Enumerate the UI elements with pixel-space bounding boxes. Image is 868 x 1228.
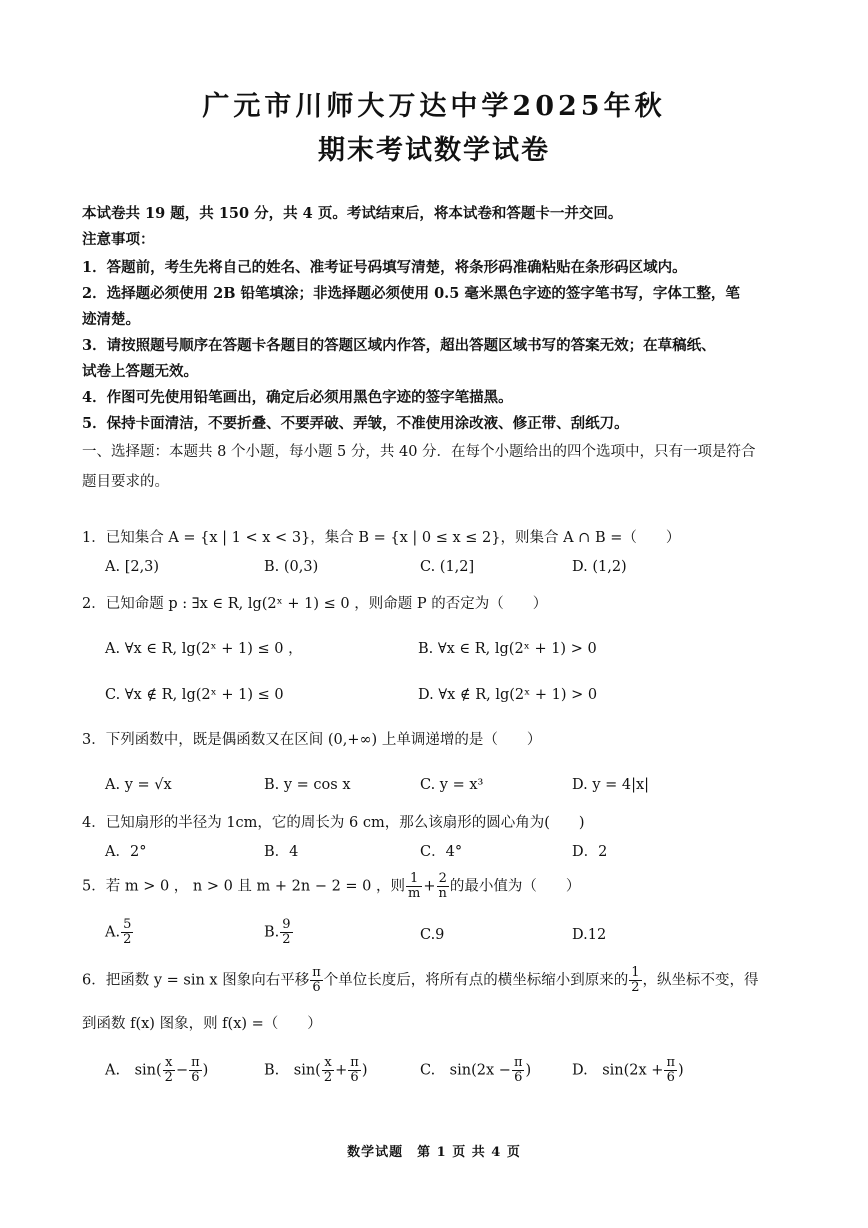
fraction-denominator: 6 xyxy=(666,1070,675,1085)
option-fraction xyxy=(348,1056,361,1085)
question-2-stem: 2．已知命题 p : ∃x ∈ R, lg(2ˣ + 1) ≤ 0 ，则命题 P 的否定为（ ） xyxy=(82,596,548,612)
fraction-denominator: 2 xyxy=(323,1070,333,1085)
option-prefix: A. sin( xyxy=(105,1062,162,1079)
question-5-option-c: C.9 xyxy=(420,927,445,943)
question-6-stem xyxy=(82,966,759,995)
fraction-denominator: 2 xyxy=(282,932,291,947)
question-3-option-c: C. y = x³ xyxy=(420,777,484,793)
fraction-numerator: π xyxy=(513,1055,523,1070)
question-4-option-d: D．2 xyxy=(572,844,608,860)
option-fraction xyxy=(512,1056,525,1085)
notice-item-5: 5．保持卡面清洁，不要折叠、不要弄破、弄皱，不准使用涂改液、修正带、刮纸刀。 xyxy=(82,415,629,432)
question-6-option-a xyxy=(105,1056,208,1085)
question-6-stem-post: ，纵坐标不变，得 xyxy=(642,972,759,989)
question-4-option-a: A．2° xyxy=(105,844,147,860)
fraction-numerator: 1 xyxy=(406,872,422,887)
fraction-denominator: 2 xyxy=(164,1070,173,1085)
option-fraction xyxy=(163,1056,175,1085)
fraction-denominator: n xyxy=(438,886,447,901)
question-2-option-c: C. ∀x ∉ R, lg(2ˣ + 1) ≤ 0 xyxy=(105,687,284,703)
question-2-option-b: B. ∀x ∈ R, lg(2ˣ + 1) > 0 xyxy=(418,641,597,657)
fraction-denominator: 6 xyxy=(312,980,321,995)
fraction-numerator: π xyxy=(312,965,321,980)
option-fraction xyxy=(664,1056,677,1085)
question-5-fraction-2 xyxy=(437,872,449,901)
question-5-stem xyxy=(82,872,580,901)
option-fraction xyxy=(322,1056,334,1085)
option-suffix: ) xyxy=(525,1062,532,1079)
fraction-numerator: 1 xyxy=(631,965,640,980)
shift-fraction xyxy=(310,966,323,995)
notice-item-3b: 试卷上答题无效。 xyxy=(82,363,198,380)
exam-title-line2: 期末考试数学试卷 xyxy=(318,135,550,166)
exam-title-line1: 广元市川师大万达中学2025年秋 xyxy=(202,91,666,122)
fraction-numerator: 2 xyxy=(437,872,449,887)
option-prefix: D. sin(2x + xyxy=(572,1062,664,1079)
question-3-stem: 3．下列函数中，既是偶函数又在区间 (0,+∞) 上单调递增的是（ ） xyxy=(82,732,542,748)
notice-item-3a: 3．请按照题号顺序在答题卡各题目的答题区域内作答，超出答题区域书写的答案无效；在草稿纸、 xyxy=(82,337,716,354)
option-letter: A. xyxy=(105,924,121,941)
fraction-numerator: π xyxy=(191,1055,200,1070)
notice-heading: 注意事项： xyxy=(82,231,155,248)
question-6-stem-pre: 6．把函数 y = sin x 图象向右平移 xyxy=(82,972,310,989)
question-6-option-c xyxy=(420,1056,531,1085)
question-5-option-b xyxy=(264,918,294,947)
question-5-option-d: D.12 xyxy=(572,927,607,943)
fraction-numerator: π xyxy=(350,1055,359,1070)
question-1-option-a: A. [2,3) xyxy=(105,559,160,575)
option-prefix: B. sin( xyxy=(264,1062,321,1079)
fraction-denominator: 6 xyxy=(350,1070,359,1085)
option-suffix: ) xyxy=(678,1062,684,1079)
notice-item-1: 1．答题前，考生先将自己的姓名、准考证号码填写清楚，将条形码准确粘贴在条形码区域内。 xyxy=(82,259,687,276)
question-1-option-d: D. (1,2) xyxy=(572,559,627,575)
operator: + xyxy=(335,1062,348,1079)
operator: − xyxy=(175,1062,189,1079)
question-5-option-a xyxy=(105,918,134,947)
question-6-option-b xyxy=(264,1056,368,1085)
scale-fraction xyxy=(629,966,641,995)
question-2-option-a: A. ∀x ∈ R, lg(2ˣ + 1) ≤ 0 ， xyxy=(105,641,303,657)
fraction-denominator: 6 xyxy=(514,1070,523,1085)
question-3-option-a: A. y = √x xyxy=(105,777,172,793)
question-6-option-d xyxy=(572,1056,684,1085)
question-1-option-b: B. (0,3) xyxy=(264,559,319,575)
question-5-stem-pre: 5．若 m > 0 ， n > 0 且 m + 2n − 2 = 0 ，则 xyxy=(82,878,406,895)
option-fraction xyxy=(121,918,133,947)
notice-item-4: 4．作图可先使用铅笔画出，确定后必须用黑色字迹的签字笔描黑。 xyxy=(82,389,513,406)
fraction-denominator: m xyxy=(408,886,421,901)
section-heading-line1: 一、选择题：本题共 8 个小题，每小题 5 分，共 40 分．在每个小题给出的四个选项中，只有一项是符合 xyxy=(82,444,756,460)
notice-item-2b: 迹清楚。 xyxy=(82,311,140,328)
fraction-numerator: x xyxy=(322,1056,334,1071)
option-fraction xyxy=(280,918,292,947)
fraction-denominator: 2 xyxy=(631,980,640,995)
option-prefix: C. sin(2x − xyxy=(420,1062,511,1079)
notice-item-2a: 2．选择题必须使用 2B 铅笔填涂；非选择题必须使用 0.5 毫米黑色字迹的签字笔书写，字体工整，笔 xyxy=(82,285,740,302)
question-4-option-c: C．4° xyxy=(420,844,463,860)
question-3-option-d: D. y = 4|x| xyxy=(572,777,650,793)
question-3-option-b: B. y = cos x xyxy=(264,777,351,793)
plus-sign: + xyxy=(423,878,436,895)
option-suffix: ) xyxy=(202,1062,209,1079)
fraction-numerator: x xyxy=(163,1056,175,1071)
exam-intro: 本试卷共 19 题，共 150 分，共 4 页。考试结束后，将本试卷和答题卡一并交回。 xyxy=(82,205,623,222)
fraction-numerator: 5 xyxy=(123,917,132,932)
question-4-option-b: B．4 xyxy=(264,844,299,860)
page-footer: 数学试题 第 1 页 共 4 页 xyxy=(347,1145,521,1160)
question-1-stem: 1．已知集合 A = {x | 1 < x < 3}，集合 B = {x | 0 ≤ x ≤ 2}，则集合 A ∩ B =（ ） xyxy=(82,530,681,546)
option-letter: B. xyxy=(264,924,280,941)
question-4-stem: 4．已知扇形的半径为 1cm，它的周长为 6 cm，那么该扇形的圆心角为( ) xyxy=(82,815,585,831)
fraction-numerator: 9 xyxy=(282,917,291,932)
option-fraction xyxy=(189,1056,202,1085)
fraction-numerator: π xyxy=(666,1055,676,1070)
question-6-stem-mid: 个单位长度后，将所有点的横坐标缩小到原来的 xyxy=(323,972,629,989)
fraction-denominator: 2 xyxy=(123,932,132,947)
question-5-fraction-1 xyxy=(406,872,422,901)
question-1-option-c: C. (1,2] xyxy=(420,559,475,575)
question-5-stem-post: 的最小值为（ ） xyxy=(449,878,581,895)
question-6-stem-line2: 到函数 f(x) 图象，则 f(x) =（ ） xyxy=(82,1016,322,1032)
option-suffix: ) xyxy=(361,1062,368,1079)
section-heading-line2: 题目要求的。 xyxy=(82,474,169,490)
question-2-option-d: D. ∀x ∉ R, lg(2ˣ + 1) > 0 xyxy=(418,687,598,703)
fraction-denominator: 6 xyxy=(191,1070,200,1085)
